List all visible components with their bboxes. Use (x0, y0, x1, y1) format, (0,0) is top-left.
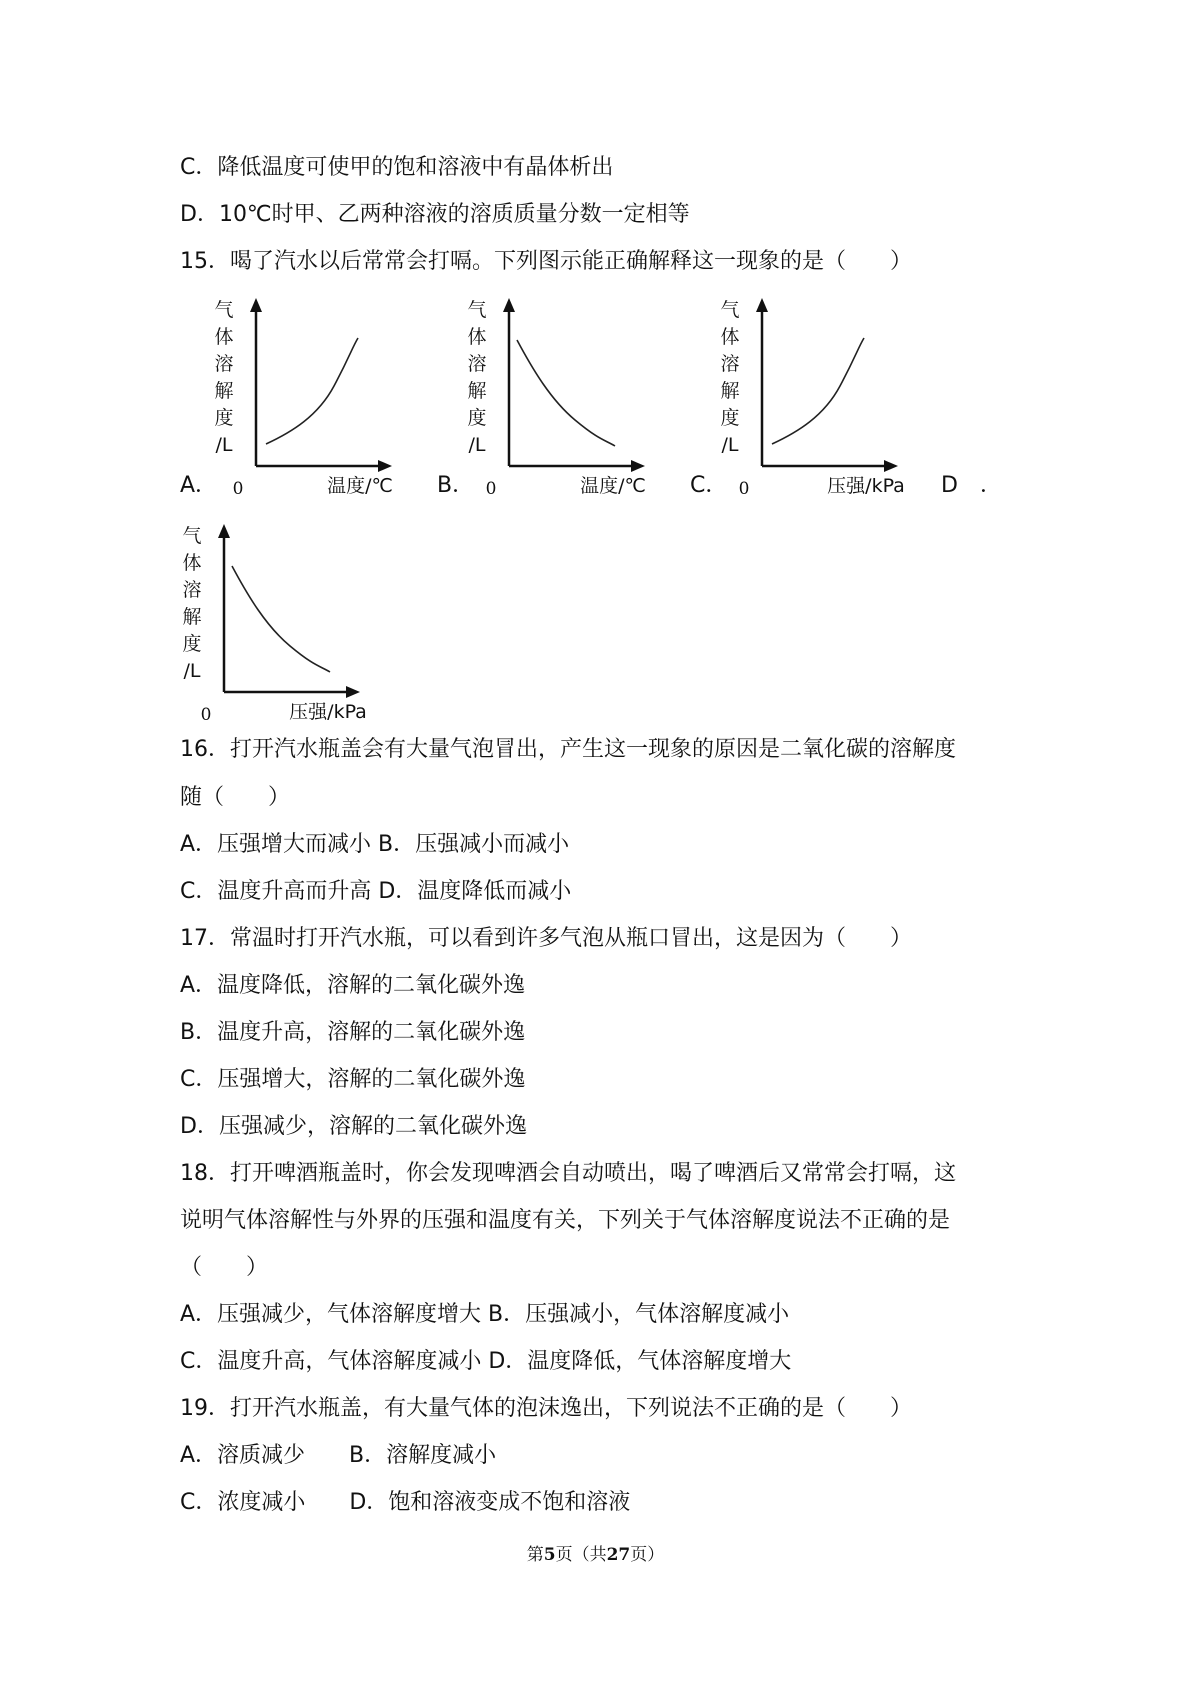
solubility-graph (463, 296, 663, 499)
y-axis-arrow (218, 524, 230, 538)
y-axis-label-char: 度 (214, 407, 234, 429)
y-axis-label-char: 解 (720, 380, 740, 402)
origin-label: 0 (232, 479, 244, 499)
question-18-line1: 18．打开啤酒瓶盖时，你会发现啤酒会自动喷出，喝了啤酒后又常常会打嗝，这 (180, 1161, 956, 1186)
graph-option-d-label: D ． (941, 473, 1002, 498)
option-17b: B．温度升高，溶解的二氧化碳外逸 (180, 1020, 526, 1045)
graph-option-a-label: A． (180, 473, 218, 498)
graph-option-c-label: C． (690, 473, 728, 498)
graph-option-b-label: B． (437, 473, 475, 498)
origin-label: 0 (485, 479, 497, 499)
options-16-cd: C．温度升高而升高 D．温度降低而减小 (180, 879, 572, 904)
origin-label: 0 (200, 705, 212, 725)
option-17d: D．压强减少，溶解的二氧化碳外逸 (180, 1114, 527, 1139)
x-axis-arrow (346, 686, 360, 698)
y-axis-label-char: 溶 (467, 353, 487, 375)
y-axis-label-char: 度 (720, 407, 740, 429)
y-axis-label-char: 体 (467, 326, 487, 348)
options-18-ab: A．压强减少，气体溶解度增大 B．压强减小，气体溶解度减小 (180, 1302, 790, 1327)
y-axis-label-char: 解 (182, 606, 202, 628)
y-axis-arrow (250, 298, 262, 312)
y-axis-label-char: 气 (720, 299, 740, 321)
chart-b (463, 296, 663, 500)
chart-a (210, 296, 410, 500)
x-axis-arrow (631, 460, 645, 472)
options-16-ab: A．压强增大而减小 B．压强减小而减小 (180, 832, 570, 857)
y-axis-label-char: /L (468, 434, 486, 456)
question-19: 19．打开汽水瓶盖，有大量气体的泡沫逸出，下列说法不正确的是（ ） (180, 1396, 912, 1421)
solubility-curve (517, 340, 615, 446)
question-17: 17．常温时打开汽水瓶，可以看到许多气泡从瓶口冒出，这是因为（ ） (180, 926, 912, 951)
options-18-cd: C．温度升高，气体溶解度减小 D．温度降低，气体溶解度增大 (180, 1349, 792, 1374)
question-16-line1: 16．打开汽水瓶盖会有大量气泡冒出，产生这一现象的原因是二氧化碳的溶解度 (180, 737, 956, 762)
y-axis-label-char: 气 (182, 525, 202, 547)
y-axis-label-char: 解 (214, 380, 234, 402)
chart-d (178, 522, 378, 726)
origin-label: 0 (738, 479, 750, 499)
y-axis-label-char: 溶 (720, 353, 740, 375)
solubility-curve (266, 338, 358, 444)
x-axis-label: 温度/℃ (327, 475, 393, 497)
solubility-graph (716, 296, 916, 499)
option-17a: A．温度降低，溶解的二氧化碳外逸 (180, 973, 526, 998)
chart-c (716, 296, 916, 500)
question-18-line2: 说明气体溶解性与外界的压强和温度有关，下列关于气体溶解度说法不正确的是 (180, 1208, 951, 1233)
x-axis-label: 压强/kPa (289, 701, 367, 723)
y-axis-label-char: 气 (467, 299, 487, 321)
x-axis-arrow (884, 460, 898, 472)
y-axis-label-char: 解 (467, 380, 487, 402)
options-19-cd: C．浓度减小 D．饱和溶液变成不饱和溶液 (180, 1490, 631, 1515)
question-15: 15．喝了汽水以后常常会打嗝。下列图示能正确解释这一现象的是（ ） (180, 249, 912, 274)
y-axis-label-char: 度 (182, 633, 202, 655)
option-14c: C．降低温度可使甲的饱和溶液中有晶体析出 (180, 155, 614, 180)
y-axis-arrow (756, 298, 768, 312)
x-axis-label: 压强/kPa (827, 475, 905, 497)
page-number: 5 (543, 1545, 556, 1565)
y-axis-label-char: 度 (467, 407, 487, 429)
options-19-ab: A．溶质减少 B．溶解度减小 (180, 1443, 497, 1468)
y-axis-label-char: /L (183, 660, 201, 682)
y-axis-label-char: 溶 (182, 579, 202, 601)
solubility-curve (232, 566, 330, 672)
y-axis-label-char: /L (721, 434, 739, 456)
y-axis-arrow (503, 298, 515, 312)
option-14d: D．10℃时甲、乙两种溶液的溶质质量分数一定相等 (180, 202, 690, 227)
option-17c: C．压强增大，溶解的二氧化碳外逸 (180, 1067, 526, 1092)
page-footer: 第5页（共27页） (526, 1545, 665, 1565)
question-16-line2: 随（ ） (180, 785, 291, 810)
solubility-curve (772, 338, 864, 444)
y-axis-label-char: 体 (720, 326, 740, 348)
y-axis-label-char: /L (215, 434, 233, 456)
question-18-line3: （ ） (180, 1255, 269, 1280)
solubility-graph (210, 296, 410, 499)
solubility-graph (178, 522, 378, 725)
y-axis-label-char: 体 (182, 552, 202, 574)
x-axis-arrow (378, 460, 392, 472)
page-total: 27 (606, 1545, 631, 1565)
y-axis-label-char: 气 (214, 299, 234, 321)
x-axis-label: 温度/℃ (580, 475, 646, 497)
y-axis-label-char: 溶 (214, 353, 234, 375)
y-axis-label-char: 体 (214, 326, 234, 348)
